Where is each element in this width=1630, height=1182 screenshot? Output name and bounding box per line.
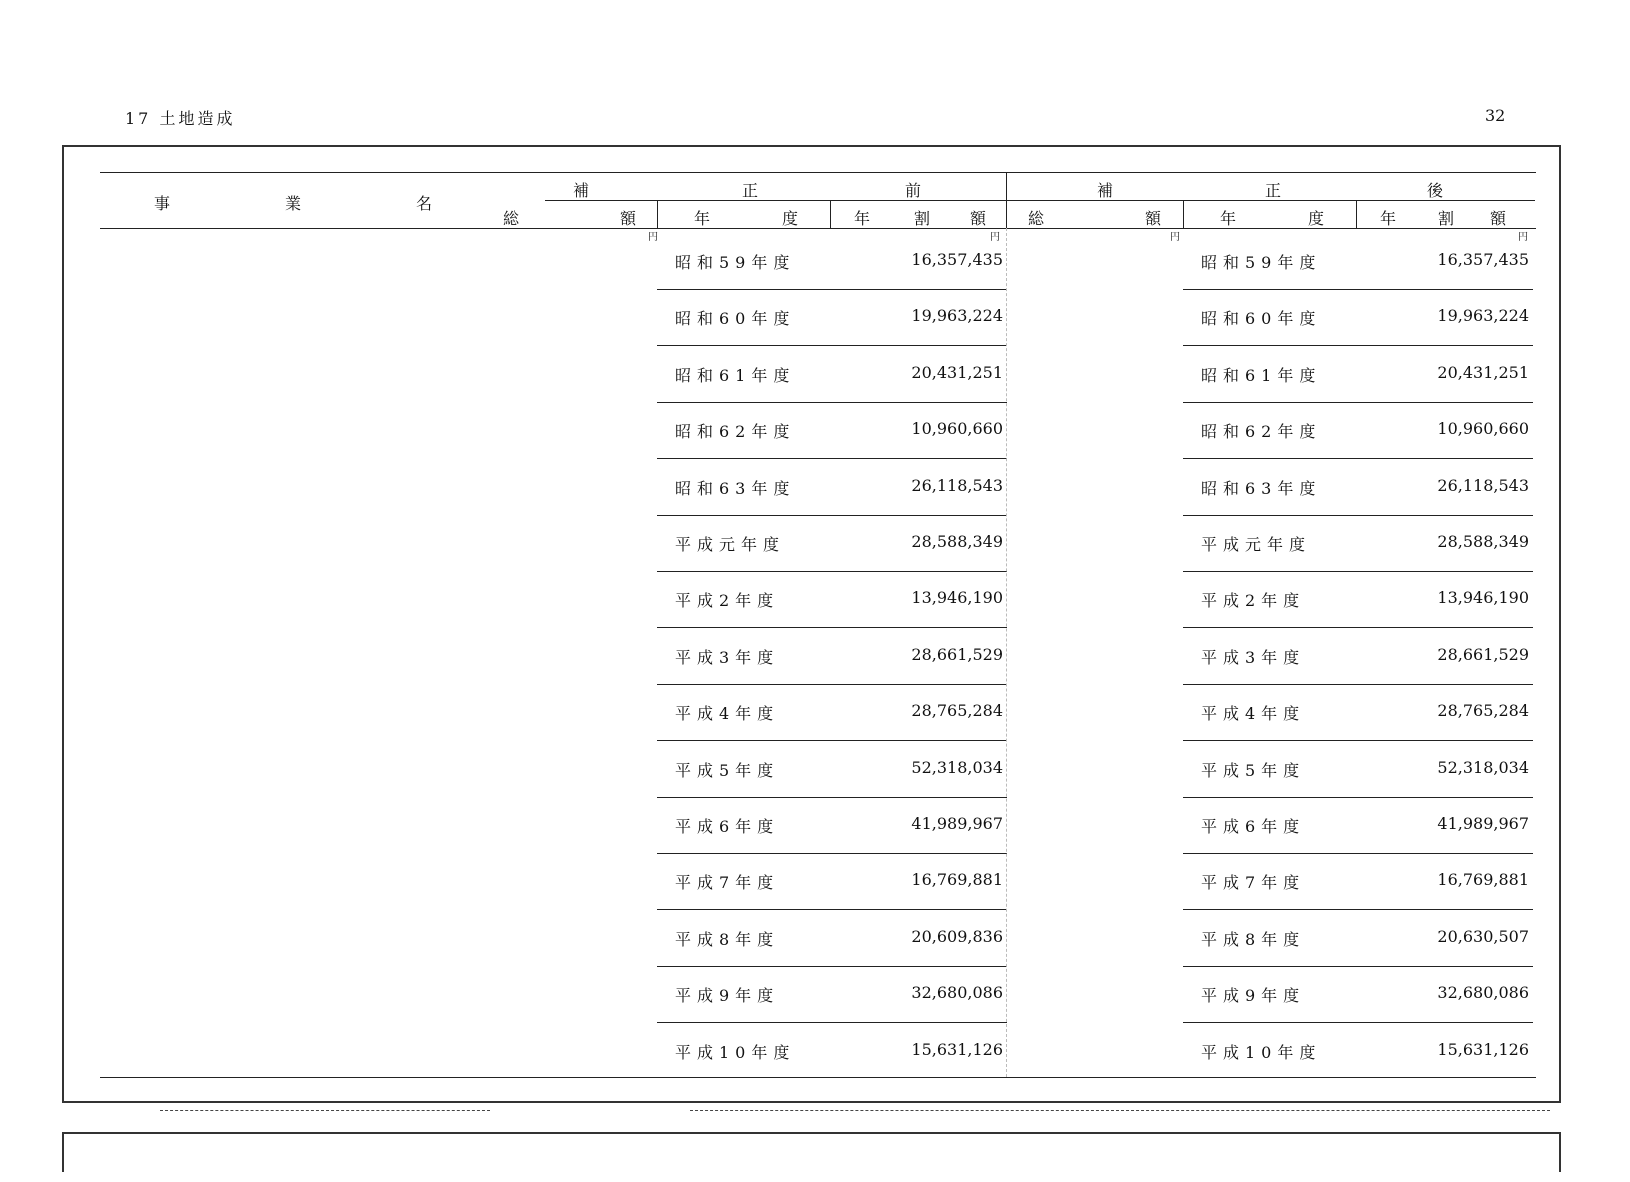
header-before-year-1: 年: [694, 209, 711, 228]
table-row: [1183, 234, 1533, 290]
row-year: 昭和63年度: [675, 478, 796, 498]
unit-after-installment: 円: [1518, 232, 1528, 243]
table-row: [657, 742, 1007, 798]
header-project-name-1: 事: [154, 194, 171, 213]
row-year: 平成4年度: [675, 704, 780, 724]
row-amount: 20,609,836: [911, 926, 1003, 946]
row-amount: 15,631,126: [911, 1039, 1003, 1059]
next-table-frame: [62, 1132, 1561, 1172]
table-row: [657, 685, 1007, 741]
table-row: [1183, 572, 1533, 628]
header-before-year-2: 度: [782, 209, 799, 228]
row-year: 平成5年度: [675, 760, 780, 780]
row-year: 平成6年度: [675, 817, 780, 836]
table-row: [657, 290, 1007, 346]
row-amount: 13,946,190: [1437, 588, 1529, 608]
row-year: 平成元年度: [675, 535, 786, 554]
row-year: 平成5年度: [1201, 760, 1306, 780]
table-row: [657, 516, 1007, 572]
header-after-inst-1: 年: [1380, 209, 1397, 228]
col-divider-before-installment: [830, 200, 831, 228]
row-year: 平成10年度: [675, 1042, 796, 1062]
table-bottom-rule: [100, 1077, 1536, 1078]
header-mid-rule: [545, 200, 1535, 201]
table-row: [657, 629, 1007, 685]
table-row: [657, 403, 1007, 459]
row-year: 昭和61年度: [1201, 365, 1322, 385]
header-after-2: 正: [1265, 181, 1282, 200]
unit-before-installment: 円: [990, 232, 1000, 243]
row-amount: 19,963,224: [1437, 306, 1529, 326]
row-year: 平成7年度: [1201, 873, 1306, 893]
row-amount: 15,631,126: [1437, 1039, 1529, 1059]
table-row: [1183, 1024, 1533, 1080]
header-before-inst-3: 額: [970, 209, 987, 228]
unit-after-total: 円: [1170, 232, 1180, 243]
table-row: [657, 911, 1007, 967]
row-year: 昭和59年度: [1201, 253, 1322, 272]
row-amount: 32,680,086: [911, 983, 1003, 1003]
header-after-year-1: 年: [1220, 209, 1237, 228]
table-row: [1183, 911, 1533, 967]
header-project-name-2: 業: [285, 194, 302, 213]
row-amount: 20,431,251: [1437, 362, 1529, 382]
row-amount: 26,118,543: [1437, 475, 1529, 495]
table-row: [657, 234, 1007, 290]
header-after-inst-2: 割: [1438, 209, 1455, 228]
row-amount: 16,357,435: [1437, 250, 1529, 269]
table-row: [1183, 347, 1533, 403]
row-amount: 28,765,284: [1437, 701, 1529, 721]
row-amount: 32,680,086: [1437, 983, 1529, 1003]
col-divider-after-year: [1183, 200, 1184, 228]
table-row: [1183, 967, 1533, 1023]
header-after-year-2: 度: [1308, 209, 1325, 228]
table-row: [1183, 290, 1533, 346]
page-number: 32: [1485, 106, 1506, 125]
row-amount: 16,769,881: [911, 870, 1003, 890]
header-top-rule: [100, 172, 1536, 173]
row-year: 平成元年度: [1201, 535, 1312, 554]
row-year: 昭和60年度: [675, 309, 796, 329]
row-amount: 28,588,349: [911, 532, 1003, 551]
row-year: 平成7年度: [675, 873, 780, 893]
table-row: [657, 460, 1007, 516]
table-row: [1183, 854, 1533, 910]
header-after-1: 補: [1097, 181, 1114, 200]
row-amount: 28,661,529: [1437, 644, 1529, 664]
row-year: 平成9年度: [675, 986, 780, 1006]
table-row: [1183, 629, 1533, 685]
row-year: 平成3年度: [1201, 647, 1306, 667]
table-row: [657, 967, 1007, 1023]
row-year: 昭和59年度: [675, 253, 796, 272]
table-row: [657, 854, 1007, 910]
row-year: 平成8年度: [1201, 929, 1306, 949]
row-year: 平成9年度: [1201, 986, 1306, 1006]
row-year: 平成10年度: [1201, 1042, 1322, 1062]
table-row: [657, 347, 1007, 403]
row-amount: 41,989,967: [1437, 814, 1529, 833]
header-after-inst-3: 額: [1490, 209, 1507, 228]
row-amount: 20,431,251: [911, 362, 1003, 382]
table-row: [657, 1024, 1007, 1080]
col-divider-after-installment: [1356, 200, 1357, 228]
col-divider-before-year: [657, 200, 658, 228]
table-row: [657, 798, 1007, 854]
header-before-total-1: 総: [503, 209, 520, 228]
unit-before-total: 円: [648, 232, 658, 243]
header-before-inst-2: 割: [914, 209, 931, 228]
row-amount: 16,357,435: [911, 250, 1003, 269]
row-amount: 28,661,529: [911, 644, 1003, 664]
row-amount: 41,989,967: [911, 814, 1003, 833]
group-divider-body: [1006, 228, 1007, 1077]
header-before-inst-1: 年: [854, 209, 871, 228]
header-after-total-2: 額: [1145, 209, 1162, 228]
table-row: [1183, 685, 1533, 741]
row-year: 昭和62年度: [675, 422, 796, 442]
row-year: 平成3年度: [675, 647, 780, 667]
row-year: 昭和63年度: [1201, 478, 1322, 498]
header-before-1: 補: [573, 181, 590, 200]
header-project-name-3: 名: [416, 194, 433, 213]
row-amount: 26,118,543: [911, 475, 1003, 495]
header-before-2: 正: [742, 181, 759, 200]
row-year: 平成2年度: [675, 591, 780, 611]
header-after-total-1: 総: [1028, 209, 1045, 228]
row-amount: 16,769,881: [1437, 870, 1529, 890]
header-after-3: 後: [1427, 181, 1444, 200]
section-title: 17 土地造成: [125, 109, 236, 128]
row-amount: 13,946,190: [911, 588, 1003, 608]
table-row: [1183, 798, 1533, 854]
row-year: 平成6年度: [1201, 817, 1306, 836]
table-row: [1183, 403, 1533, 459]
table-row: [1183, 742, 1533, 798]
row-amount: 10,960,660: [911, 419, 1003, 439]
row-amount: 52,318,034: [911, 757, 1003, 777]
row-year: 平成4年度: [1201, 704, 1306, 724]
row-amount: 28,765,284: [911, 701, 1003, 721]
table-row: [1183, 460, 1533, 516]
row-amount: 19,963,224: [911, 306, 1003, 326]
row-amount: 52,318,034: [1437, 757, 1529, 777]
row-year: 平成2年度: [1201, 591, 1306, 611]
row-amount: 20,630,507: [1437, 926, 1529, 946]
table-row: [1183, 516, 1533, 572]
row-amount: 10,960,660: [1437, 419, 1529, 439]
header-before-3: 前: [905, 181, 922, 200]
row-year: 昭和62年度: [1201, 422, 1322, 442]
row-year: 昭和60年度: [1201, 309, 1322, 329]
table-row: [657, 572, 1007, 628]
row-amount: 28,588,349: [1437, 532, 1529, 551]
scan-artifact-right: [690, 1110, 1550, 1111]
scan-artifact-left: [160, 1110, 490, 1111]
row-year: 昭和61年度: [675, 365, 796, 385]
group-divider: [1006, 172, 1007, 228]
header-before-total-2: 額: [620, 209, 637, 228]
row-year: 平成8年度: [675, 929, 780, 949]
